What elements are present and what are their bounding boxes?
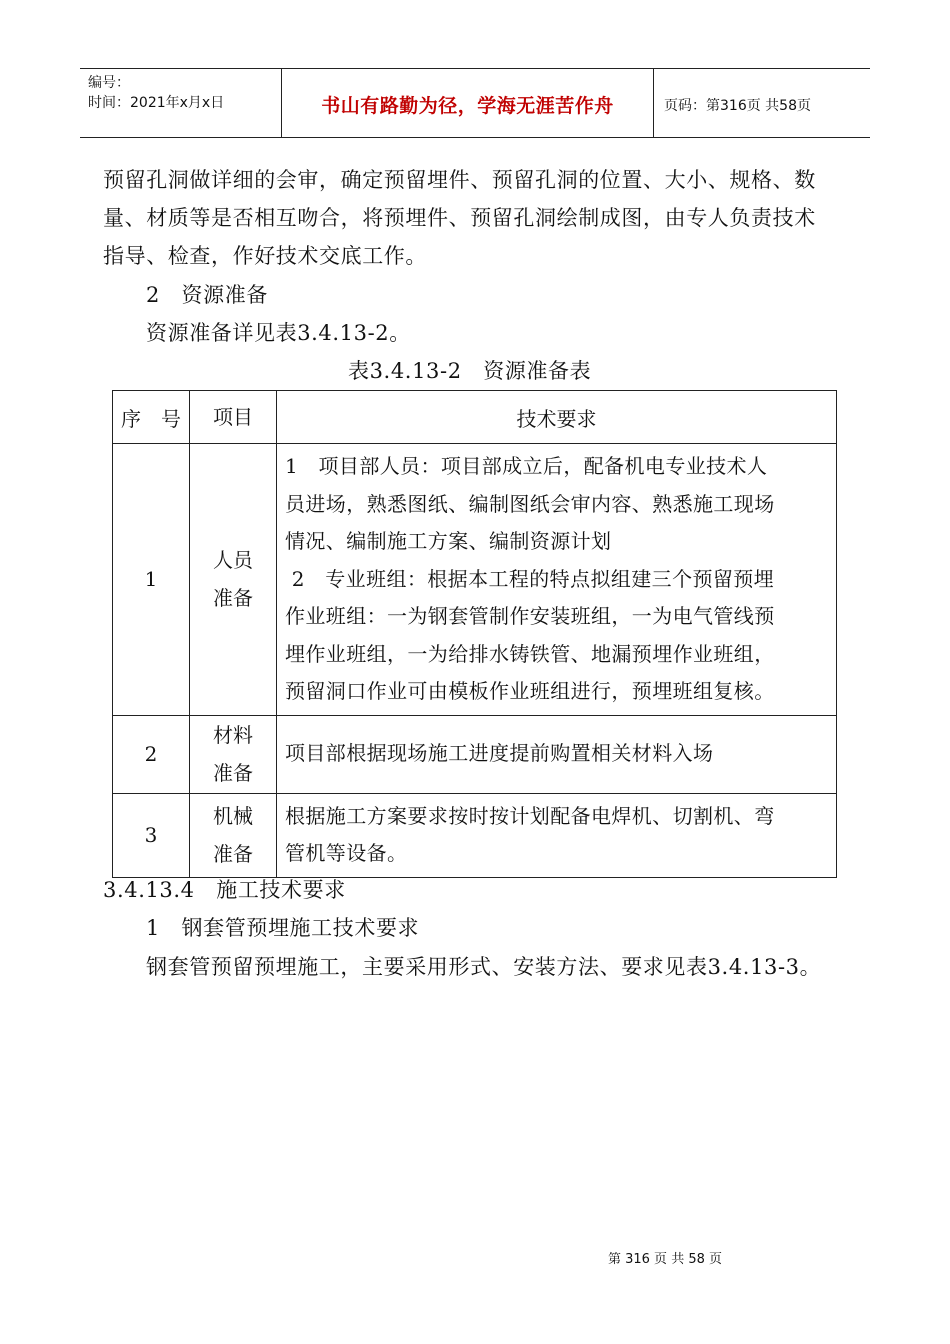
row-item [190,793,277,877]
header-requirements: 技术要求 [277,391,837,444]
row-item-line: 准备 [213,842,253,866]
header-seq: 序 号 [113,391,190,444]
resource-table [112,390,837,878]
row-requirements [277,793,837,877]
number-label: 编号： [88,75,130,91]
row-seq: 3 [113,793,190,877]
time-label: 时间：2021年x月x日 [88,95,225,111]
req-line: 2 专业班组：根据本工程的特点拟组建三个预留预埋 [285,566,775,591]
row-requirements [277,715,837,793]
header-item: 项目 [190,391,277,444]
header-motto: 书山有路勤为径，学海无涯苦作舟 [321,95,614,117]
row-item [190,715,277,793]
req-line: 根据施工方案要求按时按计划配备电焊机、切割机、弯 [285,803,775,828]
paragraph-line: 量、材质等是否相互吻合，将预埋件、预留孔洞绘制成图，由专人负责技术 [103,206,816,230]
req-line: 项目部根据现场施工进度提前购置相关材料入场 [285,741,714,766]
table-caption: 表3.4.13-2 资源准备表 [348,359,592,383]
header-meta [88,73,224,113]
paragraph-line: 指导、检查，作好技术交底工作。 [103,244,427,268]
section-heading: 3.4.13.4 施工技术要求 [103,878,346,902]
header-divider [653,69,654,137]
page-footer: 第 316 页 共 58 页 [607,1252,723,1267]
table-header-row [113,391,837,444]
row-requirements [277,444,837,716]
row-item-line: 机械 [213,804,253,828]
row-item-line: 人员 [213,548,253,573]
paragraph-line: 资源准备详见表3.4.13-2。 [146,321,411,345]
table-row [113,715,837,793]
table-row [113,444,837,716]
page-header [80,68,870,138]
req-line: 管机等设备。 [285,841,408,865]
paragraph-line: 预留孔洞做详细的会审，确定预留埋件、预留孔洞的位置、大小、规格、数 [103,168,816,192]
row-seq: 2 [113,715,190,793]
row-item [190,444,277,716]
req-line: 情况、编制施工方案、编制资源计划 [285,529,612,553]
row-seq: 1 [113,444,190,716]
header-page-info: 页码：第316页 共58页 [664,98,811,114]
paragraph-line: 钢套管预留预埋施工，主要采用形式、安装方法、要求见表3.4.13-3。 [146,955,822,979]
req-line: 埋作业班组，一为给排水铸铁管、地漏预埋作业班组， [285,641,775,666]
row-item-line: 准备 [213,761,253,785]
section-heading: 2 资源准备 [146,283,268,307]
req-line: 员进场，熟悉图纸、编制图纸会审内容、熟悉施工现场 [285,491,775,516]
table-row [113,793,837,877]
req-line: 预留洞口作业可由模板作业班组进行，预埋班组复核。 [285,679,775,703]
req-line: 1 项目部人员：项目部成立后，配备机电专业技术人 [285,454,768,478]
req-line: 作业班组：一为钢套管制作安装班组，一为电气管线预 [285,604,775,628]
row-item-line: 材料 [213,723,253,747]
row-item-line: 准备 [213,586,253,611]
section-heading: 1 钢套管预埋施工技术要求 [146,916,420,940]
